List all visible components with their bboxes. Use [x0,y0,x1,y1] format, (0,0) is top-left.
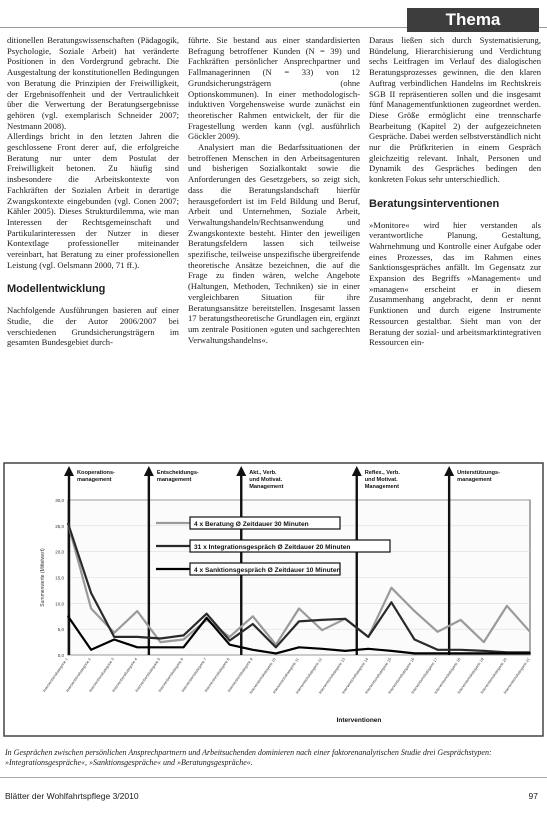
data-point [90,649,92,651]
data-point [344,650,346,652]
paragraph: Nachfolgende Ausführungen basieren auf einer Studie, die der Autor 2006/2007 bei verschiedenen Grundsicherungsträgern im gesamten Bundesgebiet durch- [7,305,179,348]
data-point [252,623,254,625]
data-point [368,648,370,650]
x-tick-label: Interventionskategorie 19 [456,657,485,695]
data-point [506,653,508,655]
data-point [414,639,416,641]
data-point [113,632,115,634]
x-tick-label: Interventionskategorie 8 [203,657,231,693]
text-column-3 [369,35,541,348]
data-point [437,631,439,633]
data-point [137,636,139,638]
data-point [183,646,185,648]
section-badge: Thema [407,8,539,32]
x-tick-label: Interventionskategorie 21 [503,657,531,695]
x-tick-label: Interventionskategorie 11 [272,657,300,695]
x-axis-label: Interventionen [336,717,382,724]
data-point [368,636,370,638]
data-point [67,522,69,524]
section-label: Akt., Verb. und Motivat. Management [249,470,284,490]
x-tick-label: Interventionskategorie 1 [42,657,69,693]
data-point [275,653,277,655]
x-tick-label: Interventionskategorie 2 [65,657,92,693]
section-arrow-head [236,466,246,476]
data-point [113,636,115,638]
y-tick-label: 20,0 [55,549,64,555]
x-tick-label: Interventionskategorie 20 [479,657,508,695]
paragraph: Allerdings bricht in den letzten Jahren die geschlossene Front derer auf, die erfolgreiche Beratung nur unter dem Postulat der Freiwilligkeit betonen. Zu häufig sind insbesondere die Arbeitskontexte von Fachkräften der Sozialen Arbeit in derartige Zwangskontexte eingebunden (vgl. Conen 2007; Kähler 2005). Dieses Strukturdilemma, wie man Interessen der Rechtsgemeinschaft und Partikularinteressen der Nutzer in dieser Kontextlage professioneller miteinander vereinbart, hat Beratung zu einer professionellen Leistung (vgl. Oelsmann 2000, 71 ff.). [7,131,179,270]
data-point [321,619,323,621]
x-tick-label: Interventionskategorie 9 [227,657,254,693]
data-point [298,621,300,623]
data-point [160,641,162,643]
data-point [414,610,416,612]
x-tick-label: Interventionskategorie 5 [134,657,162,693]
y-tick-label: 0,0 [57,653,64,658]
data-point [391,602,393,604]
paragraph: »Monitore« wird hier verstanden als verantwortliche Planung, Gestaltung, Wahrnehmung und Kontrolle einer Aufgabe oder eines Prozesses, das im Rahmen eines Sanktionsgespräches anfällt. Im Gegensatz zur Expansion des Begriffs »Management« und »managen« erscheint er in diesem Zusammenhang angebracht, denn er nennt Funktionen und durch eigene Instrumente Ressourcen gestaltbar. Sieht man von der Beratung der sozial- und arbeitsmarktintegrativen Ressourcen ein- [369,219,541,348]
data-point [437,653,439,655]
section-heading: Beratungsinterventionen [369,197,500,210]
line-chart [0,460,547,740]
data-point [391,650,393,652]
y-axis-label: Summenwerte (Mittelwert) [40,548,46,607]
data-point [67,615,69,617]
text-column-1 [7,35,179,348]
section-arrow-head [444,466,454,476]
section-arrow-head [352,466,362,476]
x-tick-label: Interventionskategorie 16 [387,657,416,695]
y-tick-label: 10,0 [55,601,64,607]
data-point [229,636,231,638]
x-tick-label: Interventionskategorie 10 [248,657,277,695]
page-number: 97 [528,791,538,801]
data-point [529,631,531,633]
data-point [90,592,92,594]
y-tick-label: 5,0 [57,627,64,633]
x-tick-label: Interventionskategorie 13 [318,657,347,695]
x-tick-label: Interventionskategorie 7 [180,657,208,693]
paragraph: Daraus ließen sich durch Systematisierung, Bündelung, Hierarchisierung und Verdichtung sechs Leitfragen im Verlauf des dialogischen Beratungsprozesses gewinnen, die den klaren Auftrag verbindlichen Handelns im Rechtskreis SGB II repräsentieren sollen und die insgesamt fünf Managementfunktionen zugeordnet werden. Diese Größe ermöglicht eine trennscharfe Bearbeitung (Kapitel 2) der aufgezeichneten Gespräche. Dabei werden selbstverständlich nicht nur die Prüfkriterien in einem Gespräch gleichzeitig relevant. Inhalt, Personen und Dynamik des Gespräches bedingen den konkreten Fokus sehr unterschiedlich. [369,35,541,185]
data-point [137,610,139,612]
section-label: Entscheidungs-management [156,470,199,483]
text-column-2 [188,35,360,345]
data-point [483,641,485,643]
section-label: Reflex., Verb. und Motivat. Management [364,470,400,490]
data-point [252,615,254,617]
data-point [229,644,231,646]
paragraph: Analysiert man die Bedarfssituationen der betroffenen Menschen in den Arbeitsagenturen und bisherigen Sozialkontakt sowie die Anforderungen des Gesetzgebers, so zeigt sich, dass die Beratungslandschaft hierfür herausgefordert ist im Feld Bildung und Beruf, Arbeit und Unternehmen, Soziale Arbeit, Verwaltungshandeln/Rechtsanwendung und Zwangskontexte besteht. Hinter den jeweiligen Beratungsfeldern lassen sich teilweise spezifische, teilweise unspezifische übergreifende theoretische Ansätze bezeichnen, die auf die Frage zu finden wären, welche Angebote (Haltungen, Methoden, Techniken) sie in einer vergleichbaren Situation für ihre Beratungsansätze bereitstellen. Insgesamt lassen 17 beratungstheoretische Grundlagen ein, ergänzt um zentrale Positionen »guten und sachgerechten Verwaltungshandelns«. [188,142,360,345]
y-tick-label: 15,0 [55,575,64,581]
x-tick-label: Interventionskategorie 3 [88,657,116,693]
data-point [252,649,254,651]
x-tick-label: Interventionskategorie 18 [433,657,462,695]
paragraph: führte. Sie bestand aus einer standardisierten Befragung betroffener Kunden (N = 39) und Fachkräften persönlicher Ansprechpartner und Fallmanagerinnen (N = 33) von 12 Grundsicherungsträgern (ohne Optionskommunen). In einer methodologisch-induktiven Vorgehensweise wurde zunächst ein theoretischer Rahmen entwickelt, der für die Fragestellung werden kann (vgl. ausführlich Göckler 2009). [188,35,360,142]
legend-label: 4 x Sanktionsgespräch Ø Zeitdauer 10 Minuten [194,567,341,574]
data-point [483,653,485,655]
data-point [298,608,300,610]
data-point [160,638,162,640]
data-point [414,653,416,655]
data-point [344,618,346,620]
data-point [460,649,462,651]
paragraph: ditionellen Beratungswissenschaften (Pädagogik, Psychologie, Soziale Arbeit) hat veränderte Positionen in den Vordergrund gebracht. Die Ausgestaltung der konstitutionellen Bedingungen von Beratung die Prinzipien der Freiwilligkeit, der Ergebnisoffenheit und der Vertraulichkeit über die Verwertung der Beratungsergebnisse gehören (vgl. exemplarisch Schneider 2007; Nestmann 2008). [7,35,179,131]
data-point [483,650,485,652]
footer-rule [0,777,547,778]
data-point [206,613,208,615]
data-point [113,639,115,641]
data-point [460,653,462,655]
data-point [137,646,139,648]
figure-caption: In Gesprächen zwischen persönlichen Ansprechpartnern und Arbeitsuchenden dominieren nach einer faktorenanalytischen Studie drei Gesprächstypen: »Integrationsgespräche«, »Sanktionsgespräche« und »Beratungsgespräche«. [5,748,492,767]
x-tick-label: Interventionskategorie 15 [364,657,393,695]
section-label: Unterstützungs-management [457,470,501,483]
data-point [275,646,277,648]
data-point [206,617,208,619]
legend-label: 4 x Beratung Ø Zeitdauer 30 Minuten [194,521,309,528]
data-point [506,605,508,607]
data-point [529,653,531,655]
legend-label: 31 x Integrationsgespräch Ø Zeitdauer 20 Minuten [194,544,351,551]
data-point [160,646,162,648]
data-point [321,629,323,631]
section-arrow-head [144,466,154,476]
section-label: Kooperations-management [77,470,115,483]
x-tick-label: Interventionskategorie 17 [410,657,439,695]
section-arrow-head [64,466,74,476]
journal-name: Blätter der Wohlfahrtspflege 3/2010 [5,791,139,801]
x-tick-label: Interventionskategorie 6 [157,657,185,693]
y-tick-label: 25,0 [55,523,64,529]
x-tick-label: Interventionskategorie 12 [295,657,323,695]
data-point [298,646,300,648]
data-point [90,608,92,610]
x-tick-label: Interventionskategorie 14 [341,657,370,695]
x-tick-label: Interventionskategorie 4 [111,657,139,693]
y-tick-label: 30,0 [55,498,64,503]
data-point [437,649,439,651]
section-heading: Modellentwicklung [7,283,106,296]
data-point [391,587,393,589]
figure [0,460,547,740]
data-point [183,635,185,637]
data-point [460,619,462,621]
data-point [183,639,185,641]
data-point [321,648,323,650]
data-point [229,640,231,642]
